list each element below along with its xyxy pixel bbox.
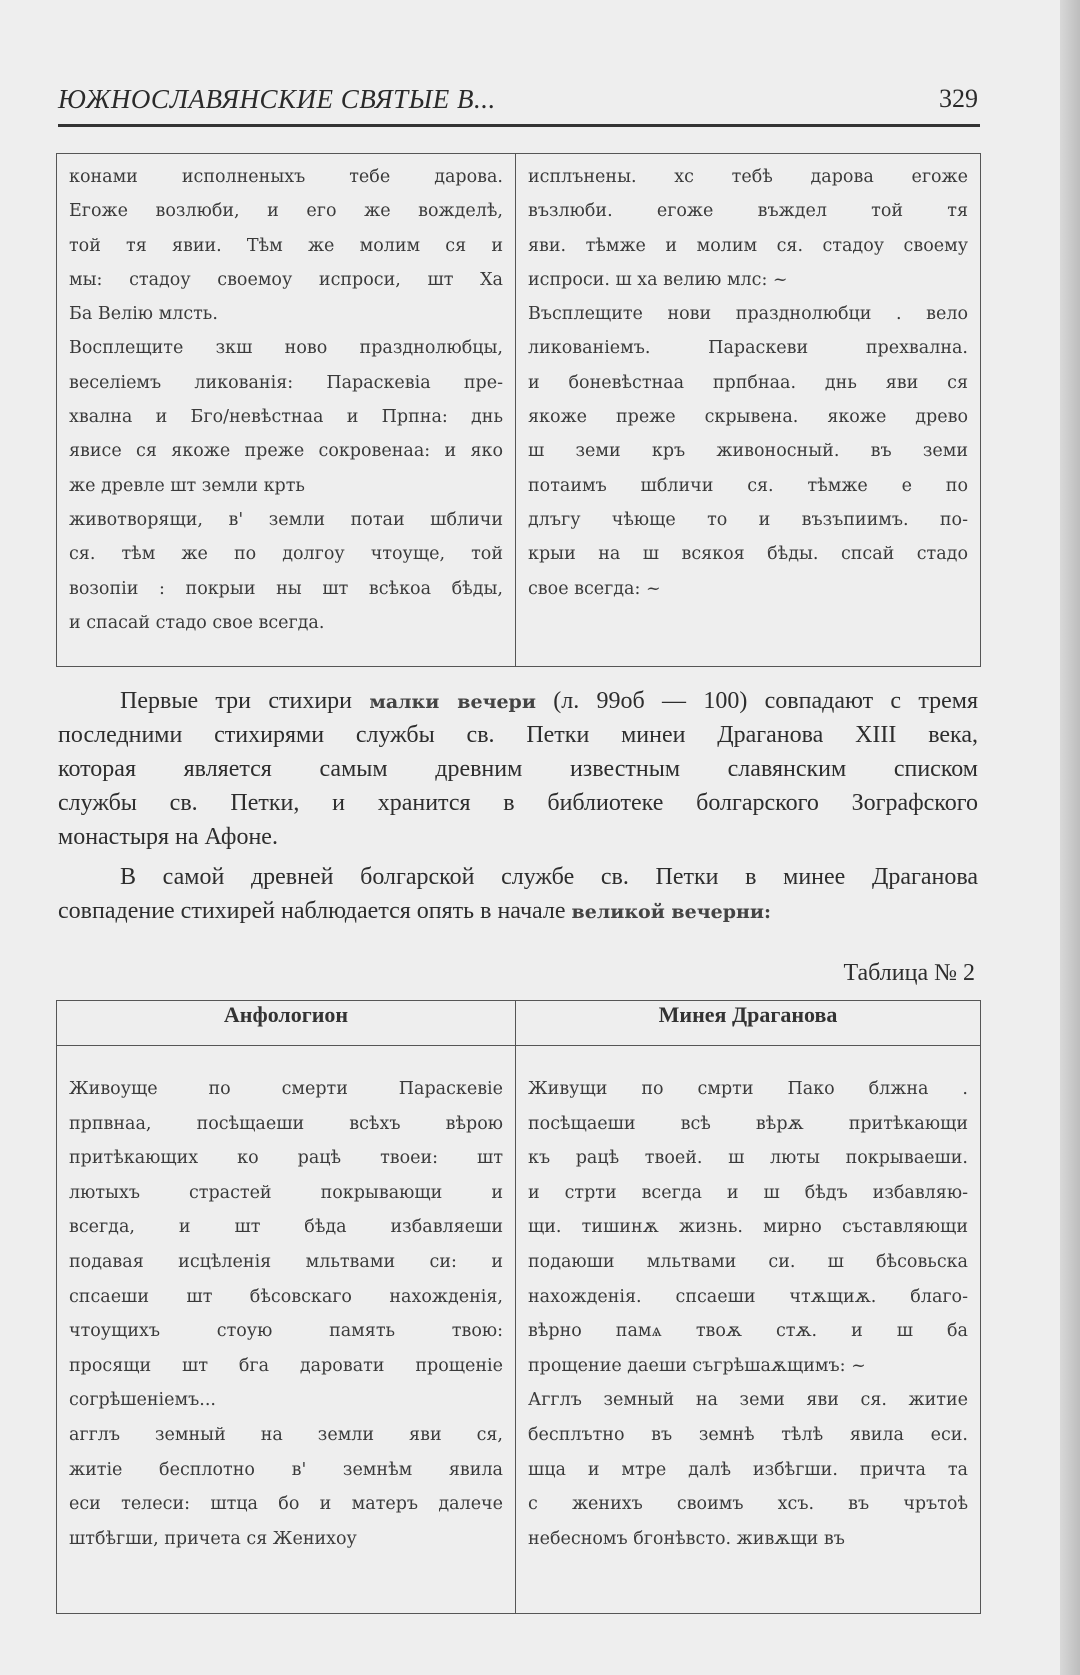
comparison-table-1 bbox=[56, 153, 981, 667]
text-line: же древле шт земли крть bbox=[69, 475, 305, 496]
text-line: Ба Велію млсть. bbox=[69, 304, 218, 325]
text-line: Агглъ земный на земи яви ся. житие bbox=[528, 1390, 968, 1411]
text-line: къ рацѣ твоей. ш люты покрываеши. bbox=[528, 1148, 968, 1169]
text-line: нахожденія. спсаеши чтѫщиѫ. благо- bbox=[528, 1286, 968, 1307]
text-line: якоже преже скрывена. якоже древо bbox=[528, 407, 968, 428]
table2-left-cell bbox=[57, 1046, 516, 1614]
paragraph-line: В самой древней болгарской службе св. Петки в минее Драганова bbox=[120, 864, 978, 890]
text-line: конами исполненыхъ тебе дарова. bbox=[69, 167, 503, 187]
page-number: 329 bbox=[939, 84, 978, 113]
text-line: ш земи кръ живоносный. въ земи bbox=[528, 441, 968, 462]
table-header-row bbox=[57, 1001, 981, 1046]
paragraph-line: службы св. Петки, и хранится в библиотеке болгарского Зографского bbox=[58, 790, 978, 816]
text-line: чтоущихъ стоую память твою: bbox=[69, 1321, 503, 1342]
paragraph-line: совпадение стихирей наблюдается опять в начале великой вечерни: bbox=[58, 898, 772, 924]
text-line: явисе ся якоже преже сокровенаа: и яко bbox=[69, 441, 503, 462]
table-row bbox=[57, 1046, 981, 1614]
text-line: подавая исцѣленія мльтвами си: и bbox=[69, 1251, 503, 1272]
text-line: Живоуще по смерти Параскевіе bbox=[69, 1079, 503, 1099]
text-line: длъгу чѣюще то и възъпиимъ. по- bbox=[528, 509, 968, 530]
text-line: всегда, и шт бѣда избавляеши bbox=[69, 1217, 503, 1238]
church-slavonic-text bbox=[69, 1072, 503, 1556]
text-line: ся. тѣм же по долгоу чтоуще, той bbox=[69, 544, 503, 565]
church-slavonic-text bbox=[528, 160, 968, 606]
text-line: шца и мтре далѣ избѣгши. причта та bbox=[528, 1459, 968, 1480]
paragraph-line: Первые три стихири малки вечери (л. 99об — 100) совпадают с тремя bbox=[120, 688, 979, 714]
text-line: хвална и Бго/невѣстнаа и Прпна: днь bbox=[69, 407, 503, 428]
text-line: возопіи : покрыи ны шт всѣкоа бѣды, bbox=[69, 578, 503, 599]
text-line: небесномъ бгонѣвсто. живѫщи въ bbox=[528, 1528, 845, 1549]
paragraph-line: монастыря на Афоне. bbox=[58, 824, 278, 850]
inline-slavonic-term: великой вечерни: bbox=[571, 901, 772, 923]
paragraph-2 bbox=[58, 860, 978, 928]
running-title: ЮЖНОСЛАВЯНСКИЕ СВЯТЫЕ В... bbox=[58, 84, 496, 114]
header-rule bbox=[58, 124, 980, 127]
text-line: прпвнаа, посѣщаеши всѣхъ вѣрою bbox=[69, 1113, 503, 1134]
text-line: Егоже возлюби, и его же вожделѣ, bbox=[69, 201, 503, 222]
text-line: штбѣгши, причета ся Женихоу bbox=[69, 1528, 357, 1549]
text-line: притѣкающих ко рацѣ твоеи: шт bbox=[69, 1148, 503, 1169]
table-caption: Таблица № 2 bbox=[843, 960, 975, 986]
text-line: спсаеши шт бѣсовскаго нахожденія, bbox=[69, 1286, 503, 1307]
text-line: яви. тѣмже и молим ся. стадоу своему bbox=[528, 235, 968, 256]
text-line: с женихъ своимъ хсъ. въ чрътоѣ bbox=[528, 1494, 968, 1515]
text-line: прощение даеши съгрѣшаѫщимъ: ~ bbox=[528, 1355, 866, 1376]
paragraph-line: которая является самым древним известным славянским списком bbox=[58, 756, 978, 782]
text-line: Восплещите зкш ново празднолюбцы, bbox=[69, 338, 503, 359]
column-header-mineya-draganova: Минея Драганова bbox=[516, 1001, 981, 1046]
church-slavonic-text bbox=[69, 160, 503, 640]
text-line: животворящи, в' земли потаи шбличи bbox=[69, 509, 503, 530]
text-line: исплънены. хс тебѣ дарова егоже bbox=[528, 167, 968, 187]
text-line: подаюши мльтвами си. ш бѣсовьска bbox=[528, 1251, 968, 1272]
text-line: бесплътно въ земнѣ тѣлѣ явила еси. bbox=[528, 1424, 968, 1445]
church-slavonic-text bbox=[528, 1072, 968, 1556]
text-line: свое всегда: ~ bbox=[528, 578, 661, 599]
text-line: мы: стадоу своемоу испроси, шт Ха bbox=[69, 269, 503, 290]
table1-right-cell bbox=[516, 154, 981, 667]
text-line: Живущи по смрти Пако блжна . bbox=[528, 1079, 968, 1099]
text-line: и спасай стадо свое всегда. bbox=[69, 612, 325, 633]
text-line: посѣщаеши всѣ вѣрѫ притѣкающи bbox=[528, 1113, 968, 1134]
column-header-anfologion: Анфологион bbox=[57, 1001, 516, 1046]
table-row bbox=[57, 154, 981, 667]
text-line: веселіемъ ликованія: Параскевіа пре- bbox=[69, 372, 503, 393]
paragraph-line: последними стихирями службы св. Петки минеи Драганова XIII века, bbox=[58, 722, 978, 748]
comparison-table-2 bbox=[56, 1000, 981, 1614]
text-line: испроси. ш ха велию млс: ~ bbox=[528, 269, 788, 290]
page-edge-shadow bbox=[1060, 0, 1080, 1675]
text-line: вѣрно памѧ твоѫ стѫ. и ш ба bbox=[528, 1321, 968, 1342]
text-line: просящи шт бга даровати прощеніе bbox=[69, 1355, 503, 1376]
running-header bbox=[58, 84, 978, 124]
table1-left-cell bbox=[57, 154, 516, 667]
text-line: еси телеси: штца бо и матеръ далече bbox=[69, 1494, 503, 1515]
text-line: агглъ земный на земли яви ся, bbox=[69, 1424, 503, 1445]
text-line: щи. тишинѫ жизнь. мирно съставляющи bbox=[528, 1217, 968, 1238]
text-line: согрѣшеніемъ... bbox=[69, 1390, 216, 1411]
text-line: възлюби. егоже въждел той тя bbox=[528, 201, 968, 222]
text-line: и стрти всегда и ш бѣдъ избавляю- bbox=[528, 1182, 968, 1203]
inline-slavonic-term: малки вечери bbox=[369, 691, 536, 713]
paragraph-1 bbox=[58, 684, 978, 854]
table2-right-cell bbox=[516, 1046, 981, 1614]
text-line: житіе бесплотно в' земнѣм явила bbox=[69, 1459, 503, 1480]
text-line: Въсплещите нови празднолюбци . вело bbox=[528, 304, 968, 325]
text-line: потаимъ шбличи ся. тѣмже е по bbox=[528, 475, 968, 496]
text-line: ликованіемъ. Параскеви прехвална. bbox=[528, 338, 968, 359]
text-line: той тя явии. Тѣм же молим ся и bbox=[69, 235, 503, 256]
text-line: крыи на ш всякоя бѣды. спсай стадо bbox=[528, 544, 968, 565]
text-line: и боневѣстнаа прпбнаа. днь яви ся bbox=[528, 372, 968, 393]
text-line: лютыхъ страстей покрывающи и bbox=[69, 1182, 503, 1203]
